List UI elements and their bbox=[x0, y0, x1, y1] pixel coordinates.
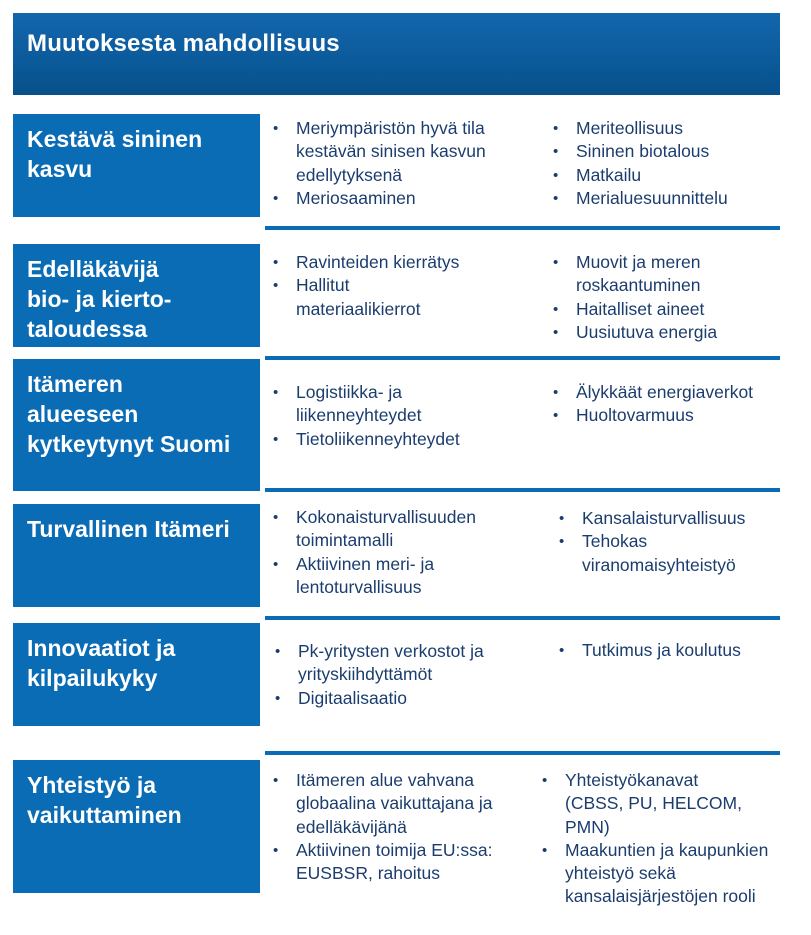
section-2-left-list bbox=[271, 251, 531, 321]
section-box-2 bbox=[13, 244, 260, 347]
section-3-right-list bbox=[551, 381, 791, 428]
section-title-4: Turvallinen Itämeri bbox=[27, 516, 230, 542]
list-item: • Merialuesuunnittelu bbox=[551, 187, 791, 210]
section-box-3 bbox=[13, 359, 260, 491]
list-item: • Hallitut materiaalikierrot bbox=[271, 274, 531, 321]
list-item: • Kokonaisturvallisuuden toimintamalli bbox=[271, 506, 541, 553]
list-item: • Ravinteiden kierrätys bbox=[271, 251, 531, 274]
section-4-right-list bbox=[557, 507, 797, 577]
list-item: • Logistiikka- ja liikenneyhteydet bbox=[271, 381, 531, 428]
list-item: • Meriteollisuus bbox=[551, 117, 791, 140]
list-item: • Yhteistyökanavat (CBSS, PU, HELCOM, PMN) bbox=[540, 769, 808, 839]
section-title-2: Edelläkävijä bio- ja kierto- taloudessa bbox=[27, 256, 172, 342]
list-item: • Aktiivinen toimija EU:ssa: EUSBSR, rahoitus bbox=[271, 839, 536, 886]
section-box-6 bbox=[13, 760, 260, 893]
list-item: • Tehokas viranomaisyhteistyö bbox=[557, 530, 797, 577]
list-item: • Maakuntien ja kaupunkien yhteistyö sekä kansalaisjärjestöjen rooli bbox=[540, 839, 808, 909]
list-item: • Itämeren alue vahvana globaalina vaikuttajana ja edelläkävijänä bbox=[271, 769, 536, 839]
list-item: • Muovit ja meren roskaantuminen bbox=[551, 251, 791, 298]
list-item: • Kansalaisturvallisuus bbox=[557, 507, 797, 530]
list-item: • Uusiutuva energia bbox=[551, 321, 791, 344]
section-divider bbox=[265, 751, 780, 755]
list-item: • Matkailu bbox=[551, 164, 791, 187]
section-4-left-list bbox=[271, 506, 541, 599]
list-item: • Haitalliset aineet bbox=[551, 298, 791, 321]
section-box-1 bbox=[13, 114, 260, 217]
list-item: • Sininen biotalous bbox=[551, 140, 791, 163]
section-divider bbox=[265, 616, 780, 620]
list-item: • Aktiivinen meri- ja lentoturvallisuus bbox=[271, 553, 541, 600]
section-title-5: Innovaatiot ja kilpailukyky bbox=[27, 635, 176, 691]
page-title: Muutoksesta mahdollisuus bbox=[27, 30, 340, 57]
list-item: • Meriympäristön hyvä tila kestävän sinisen kasvun edellytyksenä bbox=[271, 117, 531, 187]
section-divider bbox=[265, 488, 780, 492]
list-item: • Älykkäät energiaverkot bbox=[551, 381, 791, 404]
list-item: • Digitaalisaatio bbox=[273, 687, 543, 710]
section-divider bbox=[265, 226, 780, 230]
section-title-1: Kestävä sininen kasvu bbox=[27, 126, 203, 182]
section-5-right-list bbox=[557, 639, 797, 662]
section-divider bbox=[265, 356, 780, 360]
list-item: • Tietoliikenneyhteydet bbox=[271, 428, 531, 451]
section-box-5 bbox=[13, 623, 260, 726]
list-item: • Tutkimus ja koulutus bbox=[557, 639, 797, 662]
section-5-left-list bbox=[273, 640, 543, 710]
section-title-3: Itämeren alueeseen kytkeytynyt Suomi bbox=[27, 371, 231, 457]
section-1-left-list bbox=[271, 117, 531, 210]
section-box-4 bbox=[13, 504, 260, 607]
section-1-right-list bbox=[551, 117, 791, 210]
list-item: • Meriosaaminen bbox=[271, 187, 531, 210]
list-item: • Huoltovarmuus bbox=[551, 404, 791, 427]
page-header bbox=[13, 13, 780, 95]
section-3-left-list bbox=[271, 381, 531, 451]
list-item: • Pk-yritysten verkostot ja yrityskiihdyttämöt bbox=[273, 640, 543, 687]
section-2-right-list bbox=[551, 251, 791, 344]
section-6-right-list bbox=[540, 769, 808, 909]
section-title-6: Yhteistyö ja vaikuttaminen bbox=[27, 772, 182, 828]
section-6-left-list bbox=[271, 769, 536, 885]
